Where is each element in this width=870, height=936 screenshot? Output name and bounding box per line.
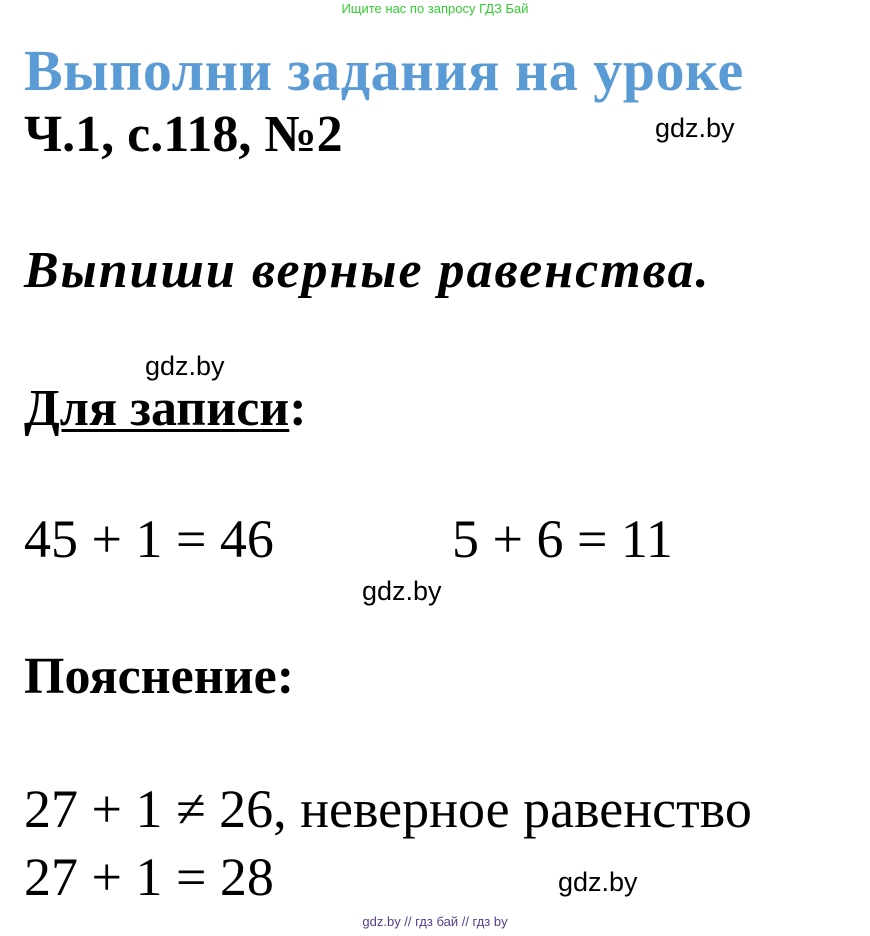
watermark-4: gdz.by: [558, 867, 638, 897]
record-equation-2: 5 + 6 = 11: [452, 509, 673, 569]
record-equation-1: 45 + 1 = 46: [24, 509, 274, 569]
watermark-3: gdz.by: [362, 576, 442, 606]
explanation-line-2: 27 + 1 = 28: [24, 847, 274, 907]
page-title: Выполни задания на уроке: [24, 38, 744, 103]
explanation-line-1: 27 + 1 ≠ 26, неверное равенство: [24, 779, 752, 839]
watermark-2: gdz.by: [145, 351, 225, 381]
watermark-1: gdz.by: [655, 113, 735, 143]
footer-links: gdz.by // гдз бай // гдз by: [362, 914, 508, 929]
record-heading: [24, 378, 307, 440]
page-subtitle: Ч.1, с.118, №2: [24, 106, 343, 163]
record-heading-colon: :: [289, 380, 307, 437]
explanation-heading: Пояснение:: [24, 648, 295, 705]
top-banner: Ищите нас по запросу ГДЗ Бай: [341, 1, 529, 16]
record-heading-label: Для записи: [24, 380, 290, 437]
task-text: Выпиши верные равенства.: [24, 242, 711, 299]
